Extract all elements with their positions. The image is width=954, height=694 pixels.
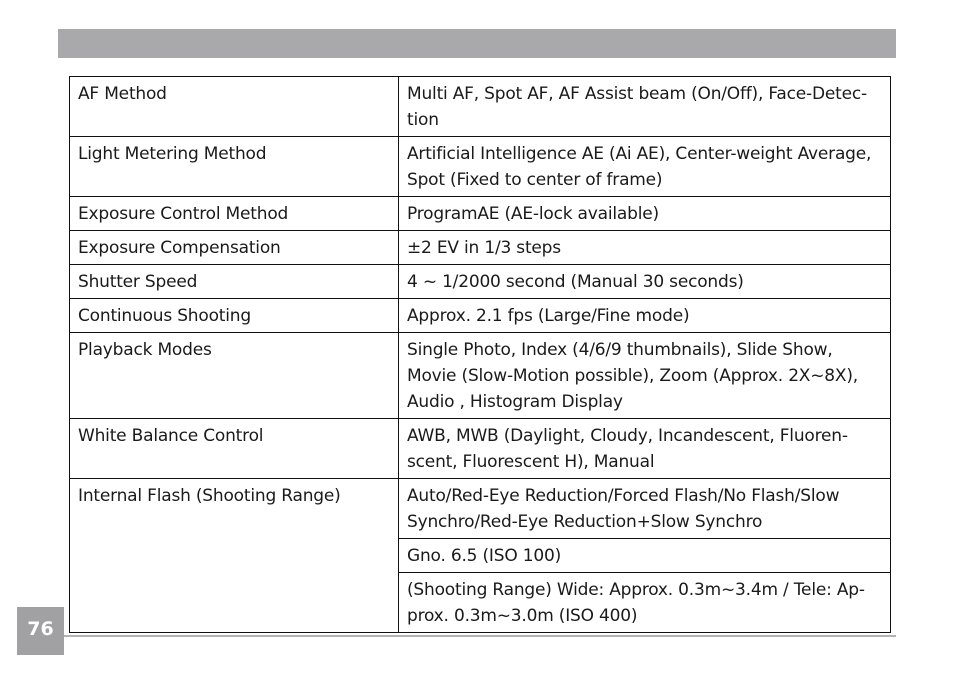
- spec-label: AF Method: [70, 77, 399, 137]
- specifications-table: [69, 76, 891, 633]
- table-row: [70, 231, 891, 265]
- spec-label: Continuous Shooting: [70, 299, 399, 333]
- spec-label: Internal Flash (Shooting Range): [70, 479, 399, 633]
- spec-value: ProgramAE (AE-lock available): [399, 197, 891, 231]
- spec-value: Artificial Intelligence AE (Ai AE), Center-weight Average, Spot (Fixed to center of frame): [399, 137, 891, 197]
- spec-label: Shutter Speed: [70, 265, 399, 299]
- table-row: [70, 419, 891, 479]
- footer-line: [64, 635, 896, 637]
- specifications-table-body: [70, 77, 891, 633]
- spec-value: Auto/Red-Eye Reduction/Forced Flash/No Flash/Slow Synchro/Red-Eye Reduction+Slow Synchro: [399, 479, 891, 539]
- table-row: [70, 197, 891, 231]
- table-row: [70, 479, 891, 539]
- page-number: 76: [17, 607, 64, 655]
- table-row: [70, 77, 891, 137]
- spec-label: Light Metering Method: [70, 137, 399, 197]
- spec-value: Multi AF, Spot AF, AF Assist beam (On/Off), Face-Detec- tion: [399, 77, 891, 137]
- header-bar: [58, 29, 896, 58]
- spec-value: AWB, MWB (Daylight, Cloudy, Incandescent, Fluoren- scent, Fluorescent H), Manual: [399, 419, 891, 479]
- spec-label: Exposure Compensation: [70, 231, 399, 265]
- spec-value: ±2 EV in 1/3 steps: [399, 231, 891, 265]
- spec-label: White Balance Control: [70, 419, 399, 479]
- table-row: [70, 333, 891, 419]
- spec-value: Gno. 6.5 (ISO 100): [399, 539, 891, 573]
- spec-label: Exposure Control Method: [70, 197, 399, 231]
- table-row: [70, 299, 891, 333]
- spec-value: Single Photo, Index (4/6/9 thumbnails), Slide Show, Movie (Slow-Motion possible), Zoom (Approx. 2X~8X), Audio , Histogram Display: [399, 333, 891, 419]
- table-row: [70, 137, 891, 197]
- table-row: [70, 265, 891, 299]
- spec-value: 4 ~ 1/2000 second (Manual 30 seconds): [399, 265, 891, 299]
- spec-value: (Shooting Range) Wide: Approx. 0.3m~3.4m / Tele: Ap- prox. 0.3m~3.0m (ISO 400): [399, 573, 891, 633]
- spec-value: Approx. 2.1 fps (Large/Fine mode): [399, 299, 891, 333]
- spec-label: Playback Modes: [70, 333, 399, 419]
